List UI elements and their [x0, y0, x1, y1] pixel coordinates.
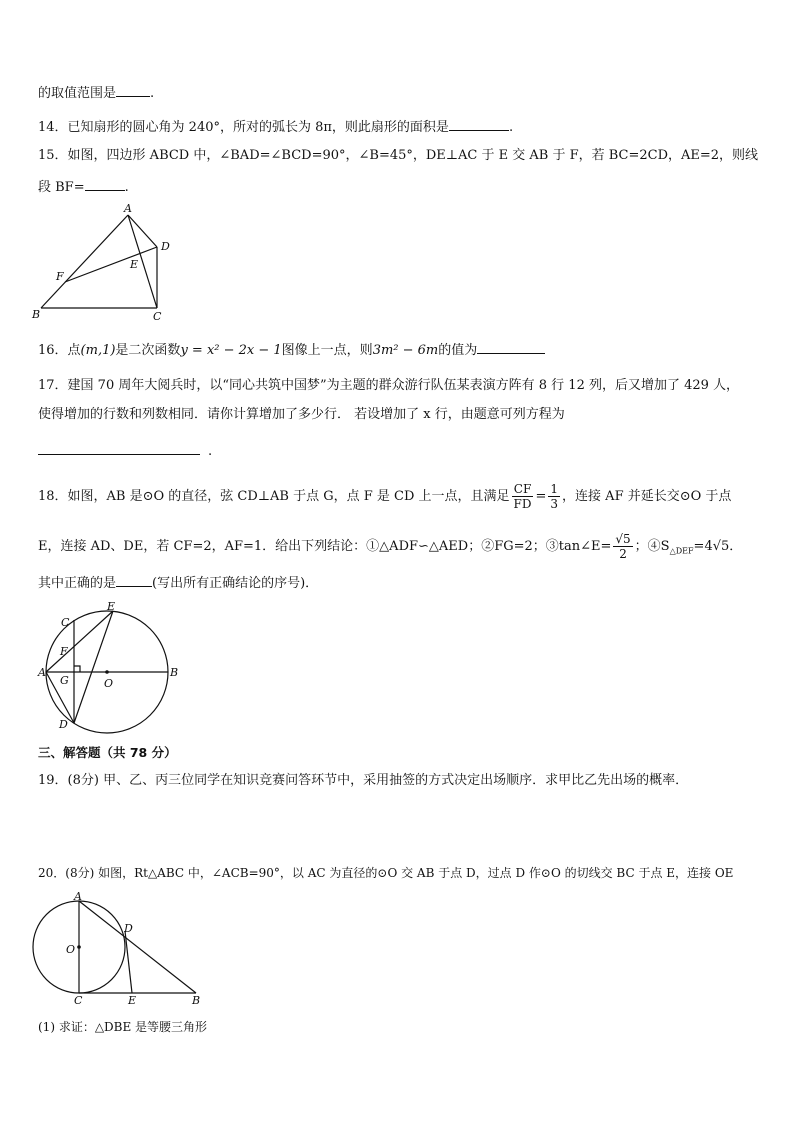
q18-r-num: 1: [550, 482, 559, 496]
q13-blank[interactable]: [116, 82, 150, 97]
q16-text-d: 的值为: [438, 343, 478, 358]
q18-eq: =: [535, 489, 547, 504]
q17-line3: [38, 440, 212, 461]
q16-expression: 3m² − 6m: [372, 343, 439, 358]
q18-line2: [38, 532, 742, 566]
q16-function: y = x² − 2x − 1: [180, 343, 282, 358]
q20-part1: (1) 求证：△DBE 是等腰三角形: [38, 1020, 208, 1034]
q17-blank[interactable]: [38, 440, 200, 455]
q18-text-f: 其中正确的是: [38, 576, 117, 591]
q18-label-d: D: [59, 718, 68, 731]
q15-line2: [38, 176, 129, 197]
q16-text-b: 是二次函数: [115, 343, 181, 358]
q18-label-g: G: [60, 674, 69, 687]
q18-text-g: (写出所有正确结论的序号)．: [152, 576, 319, 591]
q20-label-e: E: [128, 994, 137, 1007]
q14-text: 14．已知扇形的圆心角为 240°，所对的弧长为 8π，则此扇形的面积是: [38, 120, 449, 135]
q20-label-d: D: [124, 922, 133, 935]
q18-label-c: C: [61, 616, 70, 629]
q18-tan-num: √5: [615, 532, 631, 546]
q17-end: .: [208, 444, 213, 459]
q15-label-a: A: [124, 202, 132, 215]
q16-text-a: 16．点: [38, 343, 81, 358]
q18-text-b: ，连接 AF 并延长交⊙O 于点: [562, 489, 732, 504]
q14: [38, 116, 513, 137]
q18-label-e: E: [107, 600, 116, 613]
q16: [38, 339, 545, 360]
q13-tail: [38, 82, 154, 103]
q18-frac-den: FD: [513, 497, 532, 511]
q18-text-d: ；④S: [634, 539, 670, 554]
q20-label-o: O: [66, 943, 76, 956]
q18-text-c: E，连接 AD、DE，若 CF=2，AF=1．给出下列结论：①△ADF∽△AED；②FG=2；③tan∠E=: [38, 539, 612, 554]
q18-label-b: B: [170, 666, 179, 679]
q18-value-fraction: [548, 482, 560, 511]
q15-text2: 段 BF=: [38, 180, 85, 195]
q15-line1: 15．如图，四边形 ABCD 中，∠BAD=∠BCD=90°，∠B=45°，DE⊥AC 于 E 交 AB 于 F，若 BC=2CD，AE=2，则线: [38, 148, 759, 163]
q18-frac-num: CF: [513, 482, 532, 496]
q18-label-f: F: [60, 645, 68, 658]
q17-line2: 使得增加的行数和列数相同．请你计算增加了多少行． 若设增加了 x 行，由题意可列方程为: [38, 407, 565, 422]
q15-figure: [30, 200, 180, 325]
q18-figure: [34, 598, 184, 738]
q20-line1: 20．(8分) 如图，Rt△ABC 中，∠ACB=90°，以 AC 为直径的⊙O 交 AB 于点 D，过点 D 作⊙O 的切线交 BC 于点 E，连接 OE: [38, 866, 734, 880]
q15-label-d: D: [161, 240, 170, 253]
q15-label-f: F: [56, 270, 64, 283]
q18-tan-den: 2: [619, 547, 627, 561]
q18-line1: [38, 482, 731, 512]
q16-blank[interactable]: [477, 339, 545, 354]
q20-label-b: B: [192, 994, 201, 1007]
q18-text-a: 18．如图，AB 是⊙O 的直径，弦 CD⊥AB 于点 G，点 F 是 CD 上一点，且满足: [38, 489, 510, 504]
q19: 19．(8分) 甲、乙、丙三位同学在知识竞赛问答环节中，采用抽签的方式决定出场顺序．求甲比乙先出场的概率．: [38, 773, 689, 788]
q18-label-o: O: [104, 677, 114, 690]
q15-end: .: [124, 180, 129, 195]
q20-label-a: A: [74, 890, 82, 903]
q18-r-den: 3: [550, 497, 559, 511]
q18-label-a: A: [38, 666, 46, 679]
q18-text-e: =4√5．: [693, 539, 743, 554]
q13-end: .: [150, 86, 155, 101]
q20-figure: [30, 890, 210, 1010]
q16-text-c: 图像上一点，则: [281, 343, 373, 358]
q18-area-subscript: △DEF: [669, 546, 694, 556]
q14-blank[interactable]: [449, 116, 509, 131]
q17-line1: 17．建国 70 周年大阅兵时，以“同心共筑中国梦”为主题的群众游行队伍某表演方阵有 8 行 12 列，后又增加了 429 人，: [38, 378, 740, 393]
q18-ratio-fraction: [512, 482, 534, 511]
q18-blank[interactable]: [116, 572, 152, 587]
q18-tan-fraction: [613, 532, 632, 561]
q15-label-b: B: [32, 308, 41, 321]
section-3-heading: 三、解答题（共 78 分）: [38, 745, 177, 760]
q15-label-e: E: [130, 258, 139, 271]
q18-line3: [38, 572, 318, 593]
q16-point: (m,1): [80, 343, 116, 358]
q15-blank[interactable]: [85, 176, 125, 191]
q20-label-c: C: [74, 994, 83, 1007]
q13-text: 的取值范围是: [38, 86, 117, 101]
q15-label-c: C: [153, 310, 162, 323]
q14-end: .: [508, 120, 514, 135]
